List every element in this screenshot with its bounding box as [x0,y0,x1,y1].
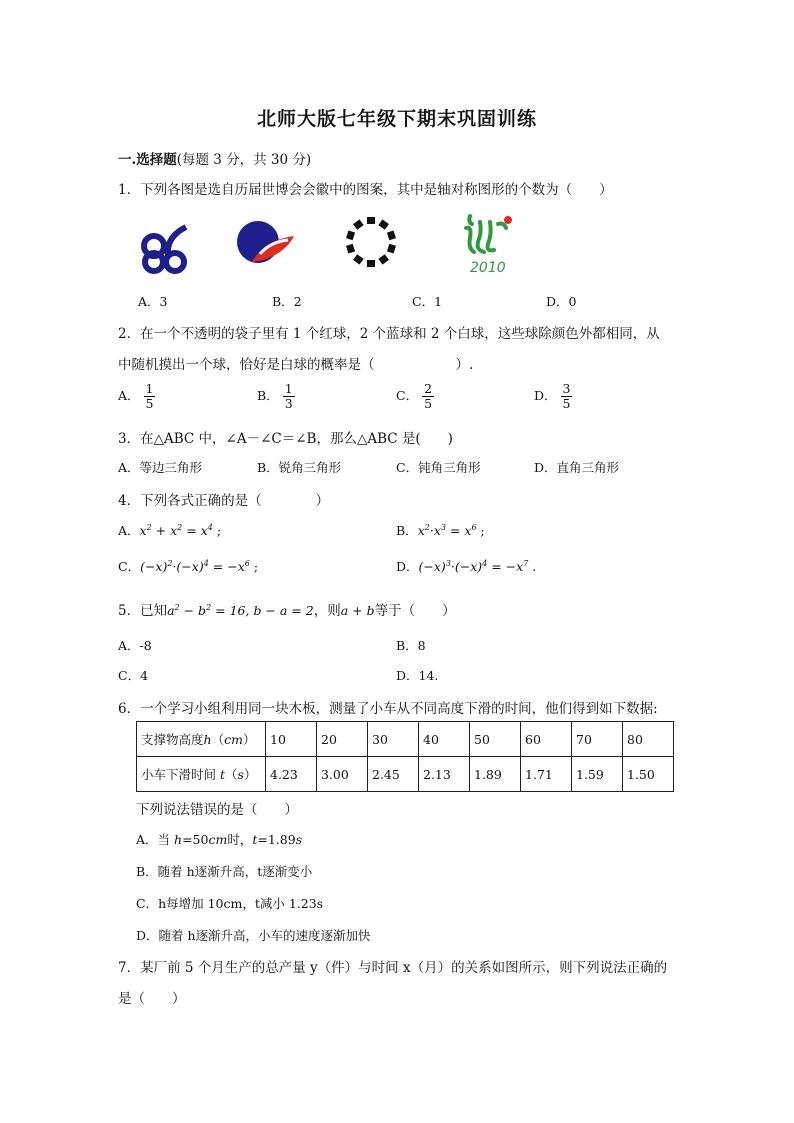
fraction-denominator: 5 [424,396,433,411]
q3-option-b: B．锐角三角形 [257,460,342,475]
q5-option-c: C．4 [118,668,149,683]
q3-option-a: A．等边三角形 [118,460,203,475]
q6-prompt: 下列说法错误的是（ ） [136,802,298,818]
q3-option-c: C．钝角三角形 [396,460,481,475]
q4-option-b-label: B． [396,523,418,538]
page-title: 北师大版七年级下期末巩固训练 [256,108,537,130]
table-cell: 1.89 [470,757,521,792]
fraction-numerator: 1 [145,381,154,396]
q1-option-b: B．2 [272,294,302,309]
q6-option-a-value: =50 [182,832,209,847]
q4-option-c: C．$(-x)^2\cdot(-x)^4 = -x^6$ ; [118,558,259,574]
fraction-numerator: 1 [284,381,293,396]
question-7-line-2: 是（ ） [118,991,186,1007]
question-2-line-2: 中随机摸出一个球，恰好是白球的概率是（ ）. [118,357,474,373]
q4-option-d-formula: $(-x)^3\cdot(-x)^4 = -x^7$ [418,558,529,574]
header-label: 支撑物高度 [141,732,204,747]
q6-option-c: C．h每增加 10cm，t减小 1.23s [136,896,324,911]
table-cell: 80 [623,722,674,757]
q2-option-b-fraction [283,382,295,411]
q6-option-a-pre: A．当 [136,832,175,847]
question-1: 1．下列各图是选自历届世博会会徽中的图案，其中是轴对称图形的个数为（ ） [118,182,613,198]
expo-logo-4-year: 2010 [470,260,506,276]
q1-option-c: C．1 [412,294,443,309]
fraction-numerator: 2 [424,381,433,396]
table-row [137,722,674,757]
q6-option-a-end: =1.89 [257,832,296,847]
fraction-denominator: 5 [145,396,154,411]
q2-option-d [534,382,572,411]
q5-text-pre: 5．已知 [118,603,168,619]
question-5 [118,599,456,619]
q1-option-a: A．3 [138,294,168,309]
q1-option-d: D．0 [546,294,577,309]
q4-option-a: A．$x^2 + x^2 = x^4$ ; [118,522,222,538]
q2-option-c-fraction [422,382,434,411]
q2-option-d-label: D． [534,388,557,403]
q2-option-a-label: A． [118,388,140,403]
q4-option-b-formula: $x^2\cdot x^3 = x^6$ [417,522,477,538]
q5-text-mid: ，则 [313,603,341,619]
q5-option-a: A．-8 [118,638,152,653]
header-label: 小车下滑时间 [141,767,217,782]
q6-option-a: A．当 h=50cm时，t=1.89s [136,832,303,847]
fraction-denominator: 3 [284,396,293,411]
q4-option-a-label: A． [118,523,140,538]
expo-logo-2 [234,218,298,268]
q5-text-end: 等于（ ） [374,603,456,619]
data-table [136,721,674,792]
table-cell: 40 [419,722,470,757]
question-6: 6．一个学习小组利用同一块木板，测量了小车从不同高度下滑的时间，他们得到如下数据: [118,701,658,717]
table-cell: 4.23 [266,757,317,792]
table-cell: 50 [470,722,521,757]
fraction-numerator: 3 [562,381,571,396]
table-row [137,757,674,792]
table-cell: 1.50 [623,757,674,792]
table-cell: 70 [572,722,623,757]
table-cell: 30 [368,722,419,757]
q4-option-d: D．$(-x)^3\cdot(-x)^4 = -x^7$ . [396,558,537,574]
table-row-header: 支撑物高度h（cm） [137,722,266,757]
q3-option-d: D．直角三角形 [534,460,620,475]
q6-option-b: B．随着 h逐渐升高，t逐渐变小 [136,864,313,879]
table-row-header: 小车下滑时间 t（s） [137,757,266,792]
q4-option-d-label: D． [396,559,419,574]
q2-option-a-fraction [144,382,156,411]
q2-option-b [257,382,295,411]
q2-option-d-fraction [561,382,573,411]
table-cell: 1.59 [572,757,623,792]
q4-option-c-label: C． [118,559,141,574]
q5-given-formula: $a^2 - b^2 = 16$, b − a = 2 [167,602,314,618]
table-cell: 60 [521,722,572,757]
section-heading [118,148,311,168]
table-cell: 2.45 [368,757,419,792]
expo-logo-4 [458,208,524,276]
table-cell: 1.71 [521,757,572,792]
question-7-line-1: 7．某厂前 5 个月生产的总产量 y（件）与时间 x（月）的关系如图所示，则下列说法正确的 [118,960,668,976]
expo-logo-1 [138,215,198,275]
header-unit: s [237,767,244,782]
q2-option-b-label: B． [257,388,279,403]
question-2-line-1: 2．在一个不透明的袋子里有 1 个红球，2 个蓝球和 2 个白球，这些球除颜色外都相同，从 [118,326,660,342]
question-3: 3．在△ABC 中，∠A－∠C＝∠B，那么△ABC 是( ) [118,431,453,447]
q4-option-a-formula: $x^2 + x^2 = x^4$ [139,522,213,538]
q5-target-formula: a + b [340,603,375,618]
q4-option-b: B．$x^2\cdot x^3 = x^6$ ; [396,522,485,538]
table-cell: 10 [266,722,317,757]
section-heading-bold: 一.选择题 [118,152,177,168]
q2-option-c-label: C． [396,388,419,403]
expo-logo-3 [342,213,400,271]
q2-option-a [118,382,155,411]
q6-option-a-mid: 时， [227,832,253,847]
q2-option-c [396,382,434,411]
table-cell: 2.13 [419,757,470,792]
section-heading-detail: (每题 3 分，共 30 分) [176,152,312,168]
question-4: 4．下列各式正确的是（ ） [118,493,330,509]
table-cell: 20 [317,722,368,757]
table-cell: 3.00 [317,757,368,792]
q5-option-b: B．8 [396,638,426,653]
fraction-denominator: 5 [562,396,571,411]
header-unit: cm [224,732,243,747]
q5-option-d: D．14. [396,668,439,683]
q4-option-c-formula: $(-x)^2\cdot(-x)^4 = -x^6$ [140,558,250,574]
q6-option-d: D．随着 h逐渐升高，小车的速度逐渐加快 [136,928,371,943]
